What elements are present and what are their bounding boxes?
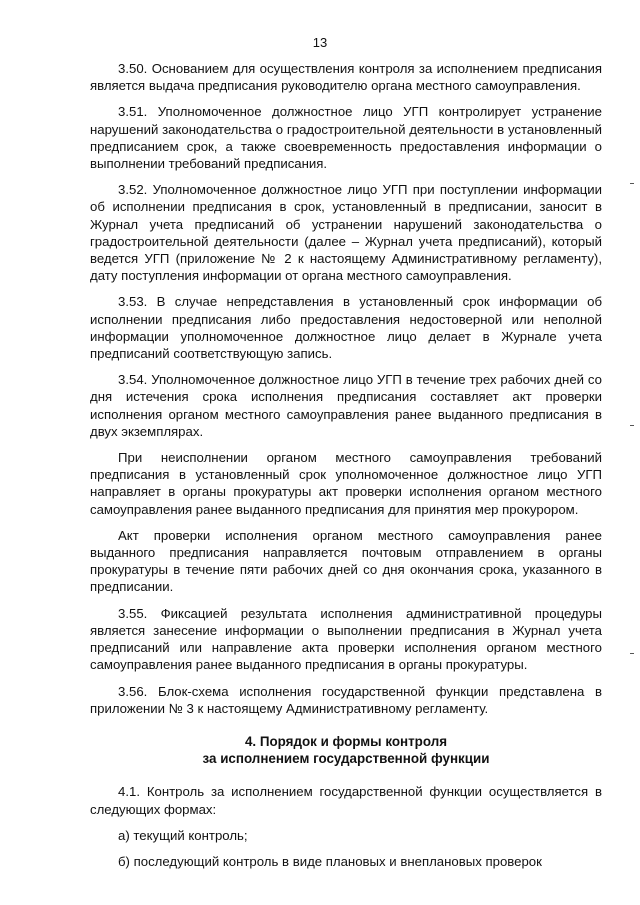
section-heading-line-1: 4. Порядок и формы контроля (244, 733, 448, 749)
paragraph-act-delivery: Акт проверки исполнения органом местного самоуправления ранее выданного предписания направляется почтовым отправлением в органы прокуратуры в течение пяти рабочих дней со дня окончания срока, указанного в предписании. (90, 527, 602, 595)
paragraph-3-56: 3.56. Блок-схема исполнения государственной функции представлена в приложении № 3 к настоящему Административному регламенту. (90, 683, 602, 716)
paragraph-3-54: 3.54. Уполномоченное должностное лицо УГП в течение трех рабочих дней со дня истечения срока исполнения предписания составляет акт проверки исполнения органом местного самоуправления ранее выданного предписания в двух экземплярах. (90, 372, 602, 439)
paragraph-4-1: 4.1. Контроль за исполнением государственной функции осуществляется в следующих формах: (90, 784, 602, 817)
document-body (90, 60, 602, 879)
list-item-a: а) текущий контроль; (118, 827, 248, 843)
section-heading-line-2: за исполнением государственной функции (202, 751, 490, 767)
page-number: 13 (312, 35, 328, 50)
paragraph-noncompliance: При неисполнении органом местного самоуправления требований предписания в установленный срок уполномоченное должностное лицо УГП направляет в органы прокуратуры акт проверки исполнения органом местного самоуправления ранее выданного предписания для принятия мер прокурором. (90, 450, 602, 517)
paragraph-3-53: 3.53. В случае непредставления в установленный срок информации об исполнении предписания либо предоставления недостоверной или неполной информации уполномоченное должностное лицо делает в Журнале учета предписаний соответствующую запись. (90, 294, 602, 362)
margin-mark (630, 653, 634, 654)
margin-mark (630, 183, 634, 184)
section-heading (90, 733, 602, 767)
margin-mark (630, 425, 634, 426)
paragraph-3-55: 3.55. Фиксацией результата исполнения административной процедуры является занесение информации о выполнении предписания в Журнал учета предписаний или направление акта проверки исполнения органом местного самоуправления ранее выданного предписания в органы прокуратуры. (90, 605, 602, 673)
paragraph-3-52: 3.52. Уполномоченное должностное лицо УГП при поступлении информации об исполнении предписания в срок, установленный в предписании, заносит в Журнал учета предписаний об устранении нарушений законодательства о градостроительной деятельности (далее – Журнал учета предписаний), который ведется УГП (приложение № 2 к настоящему Административному регламенту), дату поступления информации от органа местного самоуправления. (90, 182, 602, 284)
paragraph-3-50: 3.50. Основанием для осуществления контроля за исполнением предписания является выдача предписания руководителю органа местного самоуправления. (90, 61, 602, 94)
paragraph-3-51: 3.51. Уполномоченное должностное лицо УГП контролирует устранение нарушений законодательства о градостроительной деятельности в установленный предписанием срок, а также своевременность предоставления информации о выполнении требований предписания. (90, 104, 602, 172)
list-item-b: б) последующий контроль в виде плановых и внеплановых проверок (118, 853, 542, 869)
